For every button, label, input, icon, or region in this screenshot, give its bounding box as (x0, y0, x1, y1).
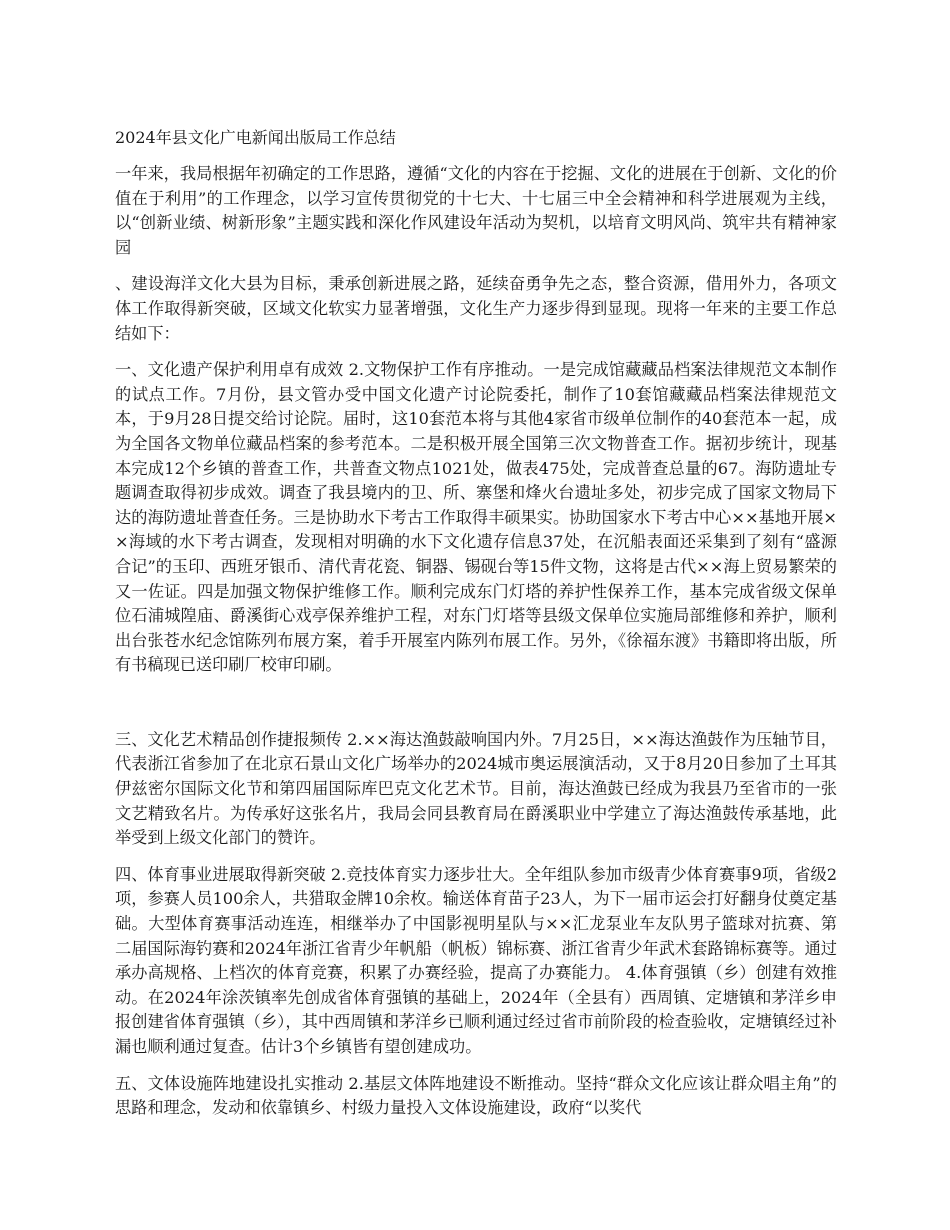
paragraph-section-heritage: 一、文化遗产保护利用卓有成效 2.文物保护工作有序推动。一是完成馆藏藏品档案法律规范文本制作的试点工作。7月份，县文管办受中国文化遗产讨论院委托，制作了10套馆藏藏品档案法律规范文本，于9月28日提交给讨论院。届时，这10套范本将与其他4家省市级单位制作的40套范本一起，成为全国各文物单位藏品档案的参考范本。二是积极开展全国第三次文物普查工作。据初步统计，现基本完成12个乡镇的普查工作，共普查文物点1021处，做表475处，完成普查总量的67。海防遗址专题调查取得初步成效。调查了我县境内的卫、所、寨堡和烽火台遗址多处，初步完成了国家文物局下达的海防遗址普查任务。三是协助水下考古工作取得丰硕果实。协助国家水下考古中心××基地开展××海域的水下考古调查，发现相对明确的水下文化遗存信息37处，在沉船表面还采集到了刻有“盛源合记”的玉印、西班牙银币、清代青花瓷、铜器、锡砚台等15件文物，这将是古代××海上贸易繁荣的又一佐证。四是加强文物保护维修工作。顺利完成东门灯塔的养护性保养工作，基本完成省级文保单位石浦城隍庙、爵溪街心戏亭保养维护工程，对东门灯塔等县级文保单位实施局部维修和养护，顺利出台张苍水纪念馆陈列布展方案，着手开展室内陈列布展工作。另外，《徐福东渡》书籍即将出版，所有书稿现已送印刷厂校审印刷。 (115, 360, 837, 675)
paragraph-section-facilities: 五、文体设施阵地建设扎实推动 2.基层文体阵地建设不断推动。坚持“群众文化应该让群众唱主角”的思路和理念，发动和依靠镇乡、村级力量投入文体设施建设，政府“以奖代 (115, 1073, 837, 1118)
document-title: 2024年县文化广电新闻出版局工作总结 (115, 128, 396, 147)
paragraph-goal: 、建设海洋文化大县为目标，秉承创新进展之路，延续奋勇争先之态，整合资源，借用外力，各项文体工作取得新突破，区域文化软实力显著增强，文化生产力逐步得到显现。现将一年来的主要工作总结如下： (115, 274, 837, 343)
paragraph-section-arts: 三、文化艺术精品创作捷报频传 2.××海达渔鼓敲响国内外。7月25日，××海达渔鼓作为压轴节目，代表浙江省参加了在北京石景山文化广场举办的2024城市奥运展演活动，又于8月20日参加了土耳其伊兹密尔国际文化节和第四届国际库巴克文化艺术节。目前，海达渔鼓已经成为我县乃至省市的一张文艺精致名片。为传承好这张名片，我局会同县教育局在爵溪职业中学建立了海达渔鼓传承基地，此举受到上级文化部门的赞许。 (115, 729, 837, 848)
paragraph-intro: 一年来，我局根据年初确定的工作思路，遵循“文化的内容在于挖掘、文化的进展在于创新、文化的价值在于利用”的工作理念，以学习宣传贯彻党的十七大、十七届三中全会精神和科学进展观为主线，以“创新业绩、树新形象”主题实践和深化作风建设年活动为契机，以培育文明风尚、筑牢共有精神家园 (115, 164, 837, 257)
paragraph-section-sports: 四、体育事业进展取得新突破 2.竞技体育实力逐步壮大。全年组队参加市级青少体育赛事9项，省级2项，参赛人员100余人，共猎取金牌10余枚。输送体育苗子23人，为下一届市运会打好翻身仗奠定基础。大型体育赛事活动连连，相继举办了中国影视明星队与××汇龙泵业车友队男子篮球对抗赛、第二届国际海钓赛和2024年浙江省青少年帆船（帆板）锦标赛、浙江省青少年武术套路锦标赛等。通过承办高规格、上档次的体育竞赛，积累了办赛经验，提高了办赛能力。 4.体育强镇（乡）创建有效推动。在2024年涂茨镇率先创成省体育强镇的基础上，2024年（全县有）西周镇、定塘镇和茅洋乡申报创建省体育强镇（乡），其中西周镇和茅洋乡已顺利通过经过省市前阶段的检查验收，定塘镇经过补漏也顺利通过复查。估计3个乡镇皆有望创建成功。 (115, 864, 837, 1056)
document-page (115, 126, 837, 1133)
section-spacer (115, 690, 837, 728)
